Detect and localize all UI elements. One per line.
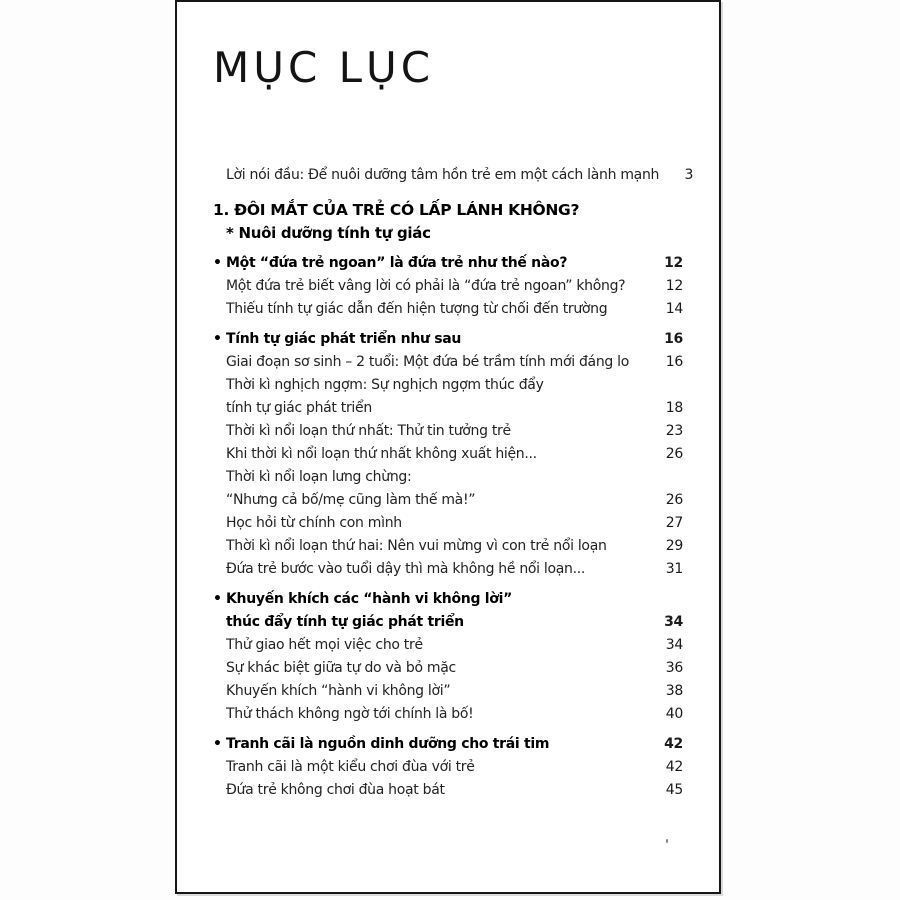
toc-entry-page: 16 [665,354,683,370]
toc-entry [213,374,683,397]
toc-entry-page: 38 [665,683,683,699]
toc-entry-title: Đứa trẻ bước vào tuổi dậy thì mà không hề nổi loạn... [226,561,586,577]
toc-entry [213,680,683,703]
toc-entry-title: Thiếu tính tự giác dẫn đến hiện tượng từ chối đến trường [226,301,608,317]
chapter-heading: 1. ĐÔI MẮT CỦA TRẺ CÓ LẤP LÁNH KHÔNG? [213,201,580,219]
book-page [175,0,721,894]
toc-entry-page: 42 [664,736,683,752]
toc-entry-page: 16 [664,331,683,347]
toc-entry-front-matter [213,164,694,187]
toc-entry-page: 45 [665,782,683,798]
toc-entry-page: 42 [665,759,683,775]
toc-entry [213,252,683,275]
toc-entry-title: Thử giao hết mọi việc cho trẻ [226,637,423,653]
toc-entry-title: Thử thách không ngờ tới chính là bố! [226,706,474,722]
toc-entry-title: tính tự giác phát triển [226,400,372,416]
page-content [177,42,719,802]
toc-entry-title: • Tính tự giác phát triển như sau [226,328,461,351]
toc-entry [213,588,683,611]
table-of-contents [213,164,694,802]
toc-entry-page: 36 [665,660,683,676]
toc-entry-page: 12 [664,255,683,271]
toc-entry-title: Thời kì nổi loạn lưng chừng: [226,469,412,485]
bullet-icon: • [213,331,222,347]
toc-entry-title: • Khuyến khích các “hành vi không lời” [226,588,512,611]
toc-entry-page: 12 [665,278,683,294]
toc-entry-title: Khuyến khích “hành vi không lời” [226,683,451,699]
toc-entry-title: Học hỏi từ chính con mình [226,515,402,531]
toc-entry [213,512,683,535]
toc-entry [213,703,683,726]
toc-entry-title: Khi thời kì nổi loạn thứ nhất không xuất hiện... [226,446,537,462]
toc-entry-page: 27 [665,515,683,531]
toc-entry [213,558,683,581]
toc-entry-title: • Một “đứa trẻ ngoan” là đứa trẻ như thế nào? [226,252,567,275]
toc-entry-page: 34 [665,637,683,653]
toc-entry-page: 26 [665,492,683,508]
toc-entry [213,733,683,756]
toc-entry [213,275,683,298]
toc-entry [213,328,683,351]
toc-entry-title: Đứa trẻ không chơi đùa hoạt bát [226,782,445,798]
toc-groups [213,252,683,802]
toc-entry-title: Thời kì nghịch ngợm: Sự nghịch ngợm thúc đẩy [226,377,544,393]
toc-group [213,733,683,802]
toc-entry-title: Thời kì nổi loạn thứ nhất: Thử tin tưởng trẻ [226,423,511,439]
toc-entry-title: Tranh cãi là một kiểu chơi đùa với trẻ [226,759,475,775]
page-title: MỤC LỤC [213,43,435,92]
toc-group [213,328,683,581]
toc-entry [213,443,683,466]
toc-entry [213,657,683,680]
toc-entry [213,756,683,779]
toc-entry-page: 34 [664,614,683,630]
toc-entry-title: Sự khác biệt giữa tự do và bỏ mặc [226,660,456,676]
toc-entry [213,779,683,802]
toc-entry-page: 18 [665,400,683,416]
toc-entry-page: 3 [684,167,694,183]
toc-entry-title: Giai đoạn sơ sinh – 2 tuổi: Một đứa bé trầm tính mới đáng lo [226,354,629,370]
toc-entry [213,489,683,512]
toc-entry-title: “Nhưng cả bố/mẹ cũng làm thế mà!” [226,492,476,508]
toc-entry-page: 29 [665,538,683,554]
bullet-icon: • [213,736,222,752]
toc-entry-title: thúc đẩy tính tự giác phát triển [226,614,464,630]
toc-entry [213,634,683,657]
toc-entry [213,351,683,374]
toc-entry-page: 14 [665,301,683,317]
bullet-icon: • [213,591,222,607]
toc-entry [213,298,683,321]
toc-entry-title: Một đứa trẻ biết vâng lời có phải là “đứa trẻ ngoan” không? [226,278,626,294]
toc-entry-page: 23 [665,423,683,439]
toc-entry [213,611,683,634]
toc-entry-title: Lời nói đầu: Để nuôi dưỡng tâm hồn trẻ em một cách lành mạnh [226,167,660,183]
toc-entry [213,420,683,443]
scan-speck [666,839,668,843]
toc-entry [213,397,683,420]
toc-group [213,588,683,726]
toc-entry-page: 31 [665,561,683,577]
toc-entry-page: 40 [665,706,683,722]
toc-group [213,252,683,321]
chapter-subtitle: * Nuôi dưỡng tính tự giác [226,224,431,242]
bullet-icon: • [213,255,222,271]
toc-entry [213,535,683,558]
toc-entry [213,466,683,489]
toc-entry-title: • Tranh cãi là nguồn dinh dưỡng cho trái tim [226,733,549,756]
toc-entry-page: 26 [665,446,683,462]
toc-entry-title: Thời kì nổi loạn thứ hai: Nên vui mừng vì con trẻ nổi loạn [226,538,607,554]
